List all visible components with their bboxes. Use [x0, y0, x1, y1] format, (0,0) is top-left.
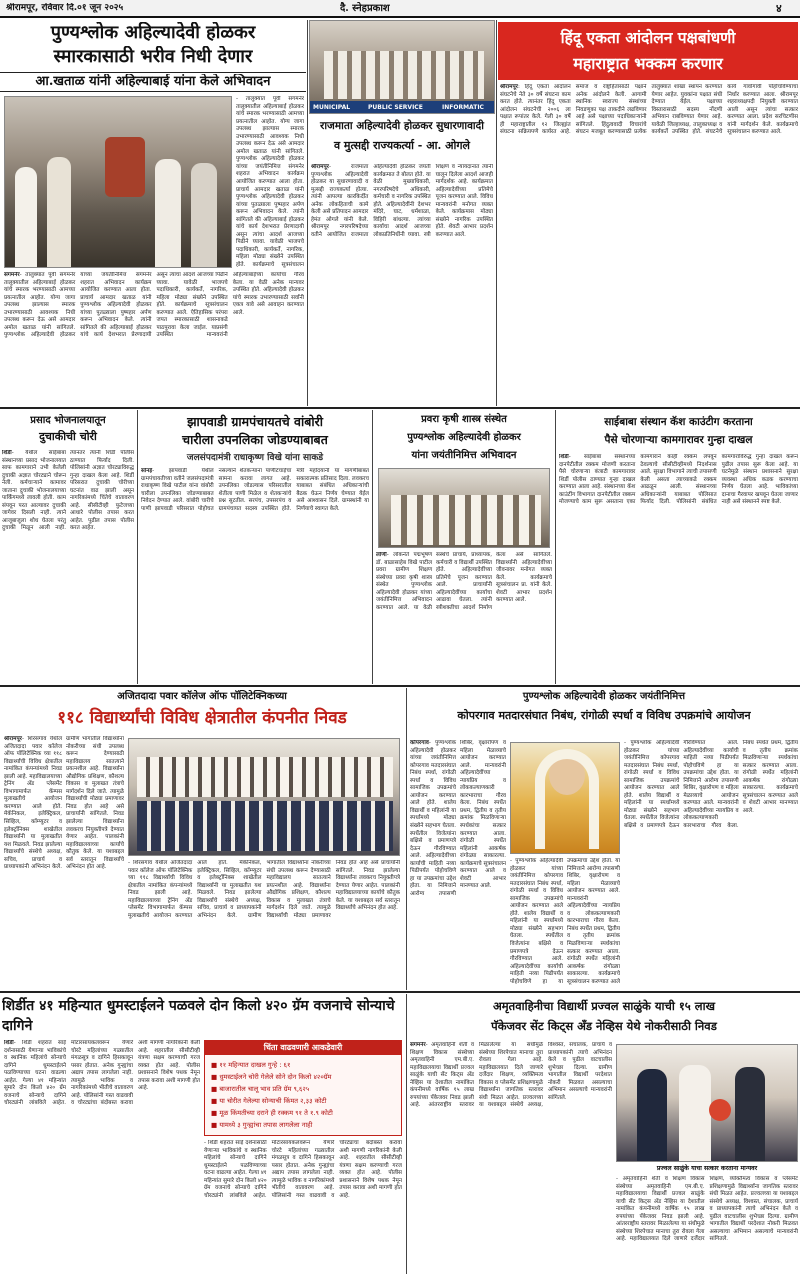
body-s9-text: - पुण्यश्लोक अहिल्यादेवी होळकर यांच्या जयंतीनिमित्त कोपरगाव मतदारसंघात निबंध स्पर्धा, रांगोळी स्पर्धा व विविध सामाजिक उपक्रमांचे आयोजन करण्यात आले होते. शालेय विद्यार्थी व महिलांनी या स्पर्धांमध्ये मोठ्या संख्येने सहभाग घेतला. स्पर्धेतील विजेत्यांना बक्षिसे व प्रमाणपत्रे देऊन गौरविण्यात आले. अहिल्यादेवींच्या कार्याची माहिती नव्या पिढीपर्यंत पोहोचविणे हा या उपक्रमांचा उद्देश होता. या निमित्ताने आरोग्य तपासणी शिबिर, वृक्षारोपण व महिला मेळाव्याचे आयोजन करण्यात आले. मान्यवरांनी अहिल्यादेवींच्या न्यायप्रिय व लोककल्याणकारी कारभाराचा गौरव केला. निबंध स्पर्धेत प्रथम, द्वितीय व तृतीय क्रमांक मिळविणाऱ्या स्पर्धकांचा सत्कार करण्यात आला. रांगोळी स्पर्धेत महिलांनी आकर्षक रांगोळ्या साकारल्या. कार्यक्रमाचे सूत्रसंचालन करण्यात आले व शेवटी आभार मानण्यात आले.: [410, 740, 506, 897]
body-s8-text-b: - शिरसगाव येथील अजितदादा पवार कॉलेज ऑफ पॉलिटेक्निक च्या ११८ विद्यार्थ्यांची विविध क्षेत्रातील नामांकित कंपन्यांमध्ये निवड झाली आहे. महाविद्यालयाच्या ट्रेनिंग अँड प्लेसमेंट विभागामार्फत कॅम्पस मुलाखतीचे आयोजन करण्यात आले होते. मेकॅनिकल, इलेक्ट्रिकल, सिव्हिल, कॉम्प्युटर व इलेक्ट्रॉनिक्स शाखेतील विद्यार्थ्यांनी या मुलाखतीत यश मिळवले. निवड झालेल्या विद्यार्थ्यांचे संस्थेचे अध्यक्ष, सचिव, प्राचार्य व प्राध्यापकांनी अभिनंदन केले. ग्रामीण भागातील विद्यार्थ्यांना नोकरीच्या संधी उपलब्ध करून देण्यासाठी महाविद्यालय सातत्याने प्रयत्नशील आहे. विद्यार्थ्यांना औद्योगिक प्रशिक्षण, कौशल्य विकास व मुलाखत तंत्राचे मार्गदर्शन दिले जाते. त्यामुळे विद्यार्थ्यांची मोठ्या प्रमाणावर निवड होत आहे असे प्राचार्यांनी सांगितले. निवड झालेल्या विद्यार्थ्यांना लवकरच नियुक्तीपत्रे देण्यात येणार आहेत. पालकांनी महाविद्यालयाच्या कार्याचे कौतुक केले. या यशाबद्दल सर्व स्तरातून विद्यार्थ्यांचे अभिनंदन होत आहे.: [128, 860, 400, 919]
headline-s2-1: राजमाता अहिल्यादेवी होळकर सुधारणावादी: [320, 120, 484, 132]
dateline-s5: सोनई: [141, 468, 153, 474]
headline-s5-2: चारीला उपनलिका जोडण्याबाबत: [182, 432, 328, 447]
article-s6: [374, 410, 554, 684]
body-s9-mid: [510, 858, 620, 988]
body-s10-text-b: - शिर्डी शहरात साई दर्शनासाठी येणाऱ्या भाविकांचे व स्थानिक महिलांचे सोन्याचे दागिने धुमस्टाईलने पळविण्याच्या घटना वाढल्या आहेत. गेल्या ४१ महिन्यांत सुमारे दोन किलो ४२० ग्रॅम वजनाचे सोन्याचे दागिने चोरट्यांनी लांबविले आहेत. मोटारसायकलवरून येणारे चोरटे महिलांच्या गळ्यातील मंगळसूत्र व दागिने हिसकावून पसार होतात. अनेक गुन्ह्यांचा अद्याप तपास लागलेला नाही. त्यामुळे भाविक व नागरिकांमध्ये भीतीचे वातावरण आहे. पोलिसांनी गस्त वाढवावी व चोरट्यांचा बंदोबस्त करावा अशी मागणी नागरिकांनी केली आहे. शहरातील सीसीटीव्ही यंत्रणा सक्षम करण्याची गरज व्यक्त होत आहे. पोलीस प्रशासनाने विशेष पथक नेमून तपास करावा अशी मागणी होत आहे.: [204, 1140, 402, 1199]
photo-s2: [309, 20, 495, 114]
photo-s11-person: [735, 1067, 765, 1162]
masthead-bar: [0, 0, 800, 18]
banner-mid: PUBLIC SERVICE: [368, 104, 423, 111]
photo-s11-bouquet: [709, 1099, 731, 1121]
divider: [496, 20, 497, 406]
stats-item-text: मूळ किंमतीच्या दराने ही रक्कम ९१ ते १.९ कोटी: [219, 1109, 333, 1117]
body-s3-text: : हिंदू एकता आंदोलन संघटनेचे नेते ३० वर्षे संघटना काम करत होते. त्यानंतर हिंदू एकता आंदोलन संघटनेची २००६ ला पक्षात रूपांतर केले. गेली ३० वर्षे ही महाराष्ट्रातील १२ जिल्ह्यांत संघटना सक्रियपणे कार्यरत आहे. समाज व राष्ट्रहितासाठी पक्षाने अनेक आंदोलने केली. आगामी स्थानिक स्वराज्य संस्थांच्या निवडणुका पक्ष ताकदीने लढविणार आहे असे पक्षाच्या पदाधिकाऱ्यांनी सांगितले. हिंदुत्ववादी विचारांचे संघटन मजबूत करण्यासाठी प्रत्येक तालुक्यात शाखा स्थापन करण्यात येणार आहेत. युवकांना पक्षात संधी देण्यात येईल. पक्षाच्या विस्तारासाठी सदस्य नोंदणी अभियान राबविण्यात येणार आहे. यावेळी जिल्हाध्यक्ष, तालुकाध्यक्ष व कार्यकर्ते उपस्थित होते. संघटनेचे कार्य गावोगावी पोहोचविण्याचा निर्धार करण्यात आला. श्रीरामपूर शहराध्यक्षपदी नियुक्ती करण्यात आली असून त्यांचा सत्कार करण्यात आला. प्रदेश सरचिटणीस यांनी मार्गदर्शन केले. कार्यक्रमाचे सूत्रसंचालन करण्यात आले.: [500, 84, 798, 136]
dateline-s1: संगमनेर: [4, 272, 20, 278]
dateline-s2: श्रीरामपूर: [311, 164, 329, 170]
stats-item-text: बाजारातील चालू भाव प्रति ग्रॅम ९,६२५: [219, 1085, 310, 1093]
article-s4: [0, 410, 136, 684]
body-s7-text: - साईबाबा संस्थानच्या दानपेटीतील रक्कम मोजणी करताना पैसे चोरणाऱ्या कंत्राटी कामगारावर शिर्डी पोलीस ठाण्यात गुन्हा दाखल करण्यात आला आहे. संस्थानच्या कॅश काउंटींग विभागात दानपेटीतील रक्कम मोजण्याचे काम सुरू असताना एका कामगाराने काही रक्कम लपवून ठेवल्याचे सीसीटीव्हीमध्ये निदर्शनास आले. सुरक्षा विभागाने त्याची तपासणी केली असता त्याच्याकडे रक्कम आढळून आली. संस्थानच्या अधिकाऱ्यांनी याबाबत पोलिसात फिर्याद दिली. पोलिसांनी संबंधित कामगाराविरुद्ध गुन्हा दाखल करून पुढील तपास सुरू केला आहे. या घटनेमुळे संस्थान प्रशासनाने सुरक्षा व्यवस्था अधिक कडक करण्याचा निर्णय घेतला आहे. भाविकांच्या दानाचा गैरवापर खपवून घेतला जाणार नाही असे संस्थानने स्पष्ट केले.: [559, 454, 798, 506]
headline-s11-2: पॅकेजवर सेंट किट्स अँड नेव्हिस येथे नोकरीसाठी निवड: [491, 1019, 717, 1033]
stats-item: [211, 1059, 397, 1071]
headline-s7-1: साईबाबा संस्थान कॅश काउंटीग करताना: [604, 416, 753, 428]
headline-s3-2: महाराष्ट्रात भक्कम करणार: [573, 54, 723, 73]
article-s8: [0, 688, 404, 990]
article-s3: [498, 20, 800, 406]
headline-s1-1: पुण्यश्लोक अहिल्यादेवी होळकर: [50, 22, 256, 43]
page-number: ४: [776, 2, 782, 15]
divider: [372, 410, 373, 684]
body-s10-right: [204, 1140, 402, 1272]
photo-s8: [128, 738, 400, 856]
photo-s1-statue: [105, 137, 145, 197]
body-s11-text-b: - अमृतवाहिनी शेती व शिक्षण विकास संस्थेच्या अमृतवाहिनी एम.बी.ए. महाविद्यालयाचा विद्यार्थी प्रज्वल साळुंके याची सेंट किट्स अँड नेव्हिस या देशातील नामांकित कंपनीमध्ये वार्षिक १५ लाख रुपयांच्या पॅकेजवर निवड झाली आहे. आंतरराष्ट्रीय स्तरावर मिळालेल्या या संधीमुळे संस्थेच्या शिरपेचात मानाचा तुरा रोवला गेला आहे. महाविद्यालयात दिले जाणारे दर्जेदार शिक्षण, व्यक्तिमत्व विकास व प्लेसमेंट प्रशिक्षणामुळे विद्यार्थ्यांना जागतिक स्तरावर संधी मिळत आहेत. प्रज्वलच्या या यशाबद्दल संस्थेचे अध्यक्ष, विश्वस्त, संचालक, प्राचार्य व प्राध्यापकांनी त्याचे अभिनंदन केले व पुढील वाटचालीस शुभेच्छा दिल्या. ग्रामीण भागातील विद्यार्थी परदेशात नोकरी मिळवत असल्याचा अभिमान असल्याचे मान्यवरांनी सांगितले.: [616, 1176, 798, 1243]
body-s4-text: - येथील साईबाबा संस्थानच्या प्रसाद भोजनालयात साफ कामगाराने उभी केलेली दुचाकी अज्ञात चोरट्याने चोरून नेली. कर्मचाऱ्याने कामावर जाताना दुचाकी भोजनालयाच्या पार्किंगमध्ये लावली होती. काम संपवून परत आल्यावर दुचाकी जागेवर दिसली नाही. त्याने आजूबाजूला शोध घेतला परंतु दुचाकी मिळून आली नाही. त्यानंतर त्यांनी शिर्डी पोलीस ठाण्यात फिर्याद दिली. पोलिसांनी अज्ञात चोरट्याविरुद्ध गुन्हा दाखल केला आहे. शिर्डी परिसरात दुचाकी चोरीच्या घटनांत वाढ झाली असून नागरिकांमध्ये चिंतेचे वातावरण आहे. सीसीटीव्ही फुटेजच्या आधारे पोलीस तपास करत आहेत. पुढील तपास पोलीस करत आहेत.: [2, 450, 134, 532]
divider: [406, 688, 407, 990]
headline-s6-1: प्रवरा कृषी शास्त्र संस्थेत: [421, 414, 507, 425]
divider: [307, 20, 308, 406]
body-s1-text-a: - तालुक्यात पूर्वी संगमनेर तालुक्यातील अहिल्याबाई होळकर यांचे स्मारक भरण्यासाठी आमच्या प्रयत्नातील आहोत. योग्य जागा उपलब्ध झाल्यास स्मारक उभारण्यासाठी आवश्यक निधी उपलब्ध करून देऊ असे आमदार अमोल खताळ यांनी सांगितले. पुण्यश्लोक अहिल्यादेवी होळकर यांच्या जयंतीनिमित्त संगमनेर शहरात अभिवादन कार्यक्रम आयोजित करण्यात आला होता. प्राचार्य आमदार खताळ यांनी पुण्यश्लोक अहिल्यादेवी होळकर यांच्या पुतळ्याला पुष्पहार अर्पण करून अभिवादन केले. त्यांनी सांगितले की अहिल्याबाई होळकर यांचे कार्य देशभरात प्रेरणादायी असून त्यांचा आदर्श आजच्या पिढीने घ्यावा. यावेळी भाजपचे पदाधिकारी, कार्यकर्ते, नागरिक, महिला मोठ्या संख्येने उपस्थित होते. कार्यक्रमाचे सूत्रसंचालन: [236, 96, 304, 268]
photo-s8-row: [137, 757, 393, 797]
stats-box-title: चिंता वाढवणारी आकडेवारी: [205, 1041, 401, 1055]
headline-s9: कोपरगाव मतदारसंघात निबंध, रांगोळी स्पर्धा व विविध उपक्रमांचे आयोजन: [457, 709, 751, 722]
dateline-s3: श्रीरामपूर: [500, 84, 518, 90]
bullet-icon: ■: [211, 1121, 220, 1129]
photo-s6-group: [391, 495, 541, 545]
body-s8-text: - शिरसगाव येथील अजितदादा पवार कॉलेज ऑफ पॉलिटेक्निक च्या ११८ विद्यार्थ्यांची विविध क्षेत्रातील नामांकित कंपन्यांमध्ये निवड झाली आहे. महाविद्यालयाच्या ट्रेनिंग अँड प्लेसमेंट विभागामार्फत कॅम्पस मुलाखतीचे आयोजन करण्यात आले होते. मेकॅनिकल, इलेक्ट्रिकल, सिव्हिल, कॉम्प्युटर व इलेक्ट्रॉनिक्स शाखेतील विद्यार्थ्यांनी या मुलाखतीत यश मिळवले. निवड झालेल्या विद्यार्थ्यांचे संस्थेचे अध्यक्ष, सचिव, प्राचार्य व प्राध्यापकांनी अभिनंदन केले. ग्रामीण भागातील विद्यार्थ्यांना नोकरीच्या संधी उपलब्ध करून देण्यासाठी महाविद्यालय सातत्याने प्रयत्नशील आहे. विद्यार्थ्यांना औद्योगिक प्रशिक्षण, कौशल्य विकास व मुलाखत तंत्राचे मार्गदर्शन दिले जाते. त्यामुळे विद्यार्थ्यांची मोठ्या प्रमाणावर निवड होत आहे असे प्राचार्यांनी सांगितले. निवड झालेल्या विद्यार्थ्यांना लवकरच नियुक्तीपत्रे देण्यात येणार आहेत. पालकांनी महाविद्यालयाच्या कार्याचे कौतुक केले. या यशाबद्दल सर्व स्तरातून विद्यार्थ्यांचे अभिनंदन होत आहे.: [4, 736, 124, 871]
divider: [555, 410, 556, 684]
photo-s1-figure: [155, 159, 181, 267]
body-s2-text: - राजमाता पुण्यश्लोक अहिल्यादेवी होळकर या सुधारणावादी व मुत्सद्दी राज्यकर्त्या होत्या. त्यांनी आपल्या कारकिर्दीत अनेक लोकहिताची कामे केली असे प्रतिपादन आमदार हेमंत ओगले यांनी केले. श्रीरामपूर नगरपरिषदेच्या वतीने आयोजित राजमाता अहिल्यादेवी होळकर जयंती कार्यक्रमात ते बोलत होते. या वेळी मुख्याधिकारी, नगरपरिषदेचे अधिकारी, कर्मचारी व नागरिक उपस्थित होते. अहिल्यादेवींनी देशभर मंदिरे, घाट, धर्मशाळा, विहिरी बांधल्या. त्यांच्या कार्याचा आदर्श आजच्या लोकप्रतिनिधींनी घ्यावा. स्त्री शिक्षण व न्यायदानात त्यांनी घालून दिलेला आदर्श आजही मार्गदर्शक आहे. कार्यक्रमात अहिल्यादेवींच्या प्रतिमेचे पूजन करण्यात आले. विविध मान्यवरांनी मनोगत व्यक्त केले. कार्यक्रमास मोठ्या संख्येने नागरिक उपस्थित होते. शेवटी आभार प्रदर्शन करण्यात आले.: [311, 164, 493, 238]
dateline-s6: लोणी: [376, 552, 387, 558]
body-s11-left: [410, 1042, 612, 1272]
headline-s11-1: अमृतवाहिनीचा विद्यार्थी प्रज्वल साळुंके याची १५ लाख: [493, 999, 715, 1013]
body-s4: [2, 450, 134, 682]
body-s9-text-b: - पुण्यश्लोक अहिल्यादेवी होळकर यांच्या जयंतीनिमित्त कोपरगाव मतदारसंघात निबंध स्पर्धा, रांगोळी स्पर्धा व विविध सामाजिक उपक्रमांचे आयोजन करण्यात आले होते. शालेय विद्यार्थी व महिलांनी या स्पर्धांमध्ये मोठ्या संख्येने सहभाग घेतला. स्पर्धेतील विजेत्यांना बक्षिसे व प्रमाणपत्रे देऊन गौरविण्यात आले. अहिल्यादेवींच्या कार्याची माहिती नव्या पिढीपर्यंत पोहोचविणे हा या उपक्रमांचा उद्देश होता. या निमित्ताने आरोग्य तपासणी शिबिर, वृक्षारोपण व महिला मेळाव्याचे आयोजन करण्यात आले. मान्यवरांनी अहिल्यादेवींच्या न्यायप्रिय व लोककल्याणकारी कारभाराचा गौरव केला. निबंध स्पर्धेत प्रथम, द्वितीय व तृतीय क्रमांक मिळविणाऱ्या स्पर्धकांचा सत्कार करण्यात आला. रांगोळी स्पर्धेत महिलांनी आकर्षक रांगोळ्या साकारल्या. कार्यक्रमाचे सूत्रसंचालन करण्यात आले: [510, 858, 620, 985]
banner-right: INFORMATIC: [442, 104, 484, 111]
row-separator: [0, 685, 800, 687]
headline-s7-2: पैसे चोरणाऱ्या कामगारावर गुन्हा दाखल: [604, 434, 753, 446]
headline-s8: ११८ विद्यार्थ्यांची विविध क्षेत्रातील कंपनीत निवड: [57, 708, 347, 728]
dateline-s7: शिर्डी: [559, 454, 569, 460]
body-s5: [141, 468, 369, 682]
body-s11-right: [616, 1176, 798, 1272]
body-s1-right: [236, 96, 304, 268]
article-s7: [557, 410, 800, 684]
body-s8-left: [4, 736, 124, 988]
headline-s6-2: पुण्यश्लोक अहिल्यादेवी होळकर: [407, 432, 521, 443]
stats-list: [211, 1059, 397, 1131]
stats-box: [204, 1040, 402, 1136]
headline-s3-1: हिंदू एकता आंदोलन पक्षबांधणी: [560, 28, 736, 47]
divider: [406, 994, 407, 1274]
photo-s11-person: [679, 1065, 711, 1162]
bullet-icon: ■: [211, 1061, 220, 1069]
portrait-veil: [535, 749, 599, 849]
body-s11-text: - अमृतवाहिनी शेती व शिक्षण विकास संस्थेच्या अमृतवाहिनी एम.बी.ए. महाविद्यालयाचा विद्यार्थी प्रज्वल साळुंके याची सेंट किट्स अँड नेव्हिस या देशातील नामांकित कंपनीमध्ये वार्षिक १५ लाख रुपयांच्या पॅकेजवर निवड झाली आहे. आंतरराष्ट्रीय स्तरावर मिळालेल्या या संधीमुळे संस्थेच्या शिरपेचात मानाचा तुरा रोवला गेला आहे. महाविद्यालयात दिले जाणारे दर्जेदार शिक्षण, व्यक्तिमत्व विकास व प्लेसमेंट प्रशिक्षणामुळे विद्यार्थ्यांना जागतिक स्तरावर संधी मिळत आहेत. प्रज्वलच्या या यशाबद्दल संस्थेचे अध्यक्ष, विश्वस्त, संचालक, प्राचार्य व प्राध्यापकांनी त्याचे अभिनंदन केले व पुढील वाटचालीस शुभेच्छा दिल्या. ग्रामीण भागातील विद्यार्थी परदेशात नोकरी मिळवत असल्याचा अभिमान असल्याचे मान्यवरांनी सांगितले.: [410, 1042, 612, 1109]
body-s8-right: [128, 860, 400, 988]
photo-s8-row: [137, 801, 393, 851]
stats-item: [211, 1119, 397, 1131]
article-s5: [139, 410, 371, 684]
body-s10-text: - शिर्डी शहरात साई दर्शनासाठी येणाऱ्या भाविकांचे व स्थानिक महिलांचे सोन्याचे दागिने धुमस्टाईलने पळविण्याच्या घटना वाढल्या आहेत. गेल्या ४१ महिन्यांत सुमारे दोन किलो ४२० ग्रॅम वजनाचे सोन्याचे दागिने चोरट्यांनी लांबविले आहेत. मोटारसायकलवरून येणारे चोरटे महिलांच्या गळ्यातील मंगळसूत्र व दागिने हिसकावून पसार होतात. अनेक गुन्ह्यांचा अद्याप तपास लागलेला नाही. त्यामुळे भाविक व नागरिकांमध्ये भीतीचे वातावरण आहे. पोलिसांनी गस्त वाढवावी व चोरट्यांचा बंदोबस्त करावा अशी मागणी नागरिकांनी केली आहे. शहरातील सीसीटीव्ही यंत्रणा सक्षम करण्याची गरज व्यक्त होत आहे. पोलीस प्रशासनाने विशेष पथक नेमून तपास करावा अशी मागणी होत आहे.: [4, 1040, 200, 1107]
body-s3: [500, 84, 798, 404]
photo-s1: [4, 96, 232, 268]
article-s1: [0, 20, 306, 406]
dateline-s8: श्रीरामपूर: [4, 736, 22, 742]
dateline-s4: शिर्डी: [2, 450, 12, 456]
article-s2: [309, 20, 495, 406]
dateline-s10: शिर्डी: [4, 1040, 14, 1046]
photo-caption-s11: प्रज्वल साळुंके याचा सत्कार करताना मान्यवर: [656, 1165, 758, 1172]
article-s10: [0, 994, 404, 1274]
stats-item: [211, 1083, 397, 1095]
kicker-s8: अजितदादा पवार कॉलेज ऑफ पॉलिटेक्निकच्या: [117, 691, 287, 702]
row-separator: [0, 407, 800, 409]
body-s9-text-c: - पुण्यश्लोक अहिल्यादेवी होळकर यांच्या जयंतीनिमित्त कोपरगाव मतदारसंघात निबंध स्पर्धा, रांगोळी स्पर्धा व विविध सामाजिक उपक्रमांचे आयोजन करण्यात आले होते. शालेय विद्यार्थी व महिलांनी या स्पर्धांमध्ये मोठ्या संख्येने सहभाग घेतला. स्पर्धेतील विजेत्यांना बक्षिसे व प्रमाणपत्रे देऊन गौरविण्यात आले. अहिल्यादेवींच्या कार्याची माहिती नव्या पिढीपर्यंत पोहोचविणे हा या उपक्रमांचा उद्देश होता. या निमित्ताने आरोग्य तपासणी शिबिर, वृक्षारोपण व महिला मेळाव्याचे आयोजन करण्यात आले. मान्यवरांनी अहिल्यादेवींच्या न्यायप्रिय व लोककल्याणकारी कारभाराचा गौरव केला. निबंध स्पर्धेत प्रथम, द्वितीय व तृतीय क्रमांक मिळविणाऱ्या स्पर्धकांचा सत्कार करण्यात आला. रांगोळी स्पर्धेत महिलांनी आकर्षक रांगोळ्या साकारल्या. कार्यक्रमाचे सूत्रसंचालन करण्यात आले व शेवटी आभार मानण्यात आले.: [624, 740, 798, 830]
body-s9-right: [624, 740, 798, 988]
photo-s1-figure: [47, 157, 71, 267]
stats-item: [211, 1095, 397, 1107]
headline-s10: शिर्डीत ४१ महिन्यात धुमस्टाईलने पळवले दोन किलो ४२० ग्रॅम वजनाचे सोन्याचे दागिने: [2, 998, 395, 1034]
body-s9-left: [410, 740, 506, 988]
bullet-icon: ■: [211, 1073, 220, 1081]
headline-s2-2: व मुत्सद्दी राज्यकर्त्या - आ. ओगले: [333, 139, 471, 152]
portrait-ahilyadevi: [510, 742, 620, 854]
subhead-s1: आ.खताळ यांनी अहिल्याबाई यांना केले अभिवादन: [35, 74, 271, 89]
headline-s4-1: प्रसाद भोजनालयातून: [30, 415, 106, 426]
body-s1-text: - तालुक्यात पूर्वी संगमनेर तालुक्यातील अहिल्याबाई होळकर यांचे स्मारक भरण्यासाठी आमच्या प्रयत्नातील आहोत. योग्य जागा उपलब्ध झाल्यास स्मारक उभारण्यासाठी आवश्यक निधी उपलब्ध करून देऊ असे आमदार अमोल खताळ यांनी सांगितले. पुण्यश्लोक अहिल्यादेवी होळकर यांच्या जयंतीनिमित्त संगमनेर शहरात अभिवादन कार्यक्रम आयोजित करण्यात आला होता. प्राचार्य आमदार खताळ यांनी पुण्यश्लोक अहिल्यादेवी होळकर यांच्या पुतळ्याला पुष्पहार अर्पण करून अभिवादन केले. त्यांनी सांगितले की अहिल्याबाई होळकर यांचे कार्य देशभरात प्रेरणादायी असून त्यांचा आदर्श आजच्या पिढीने घ्यावा. यावेळी भाजपचे पदाधिकारी, कार्यकर्ते, नागरिक, महिला मोठ्या संख्येने उपस्थित होते. कार्यक्रमाचे सूत्रसंचालन करण्यात आले. ऐतिहासिक परंपरा जपत स्मारकासाठी शासनाकडे पाठपुरावा केला जाईल. याप्रसंगी उपस्थित मान्यवरांनी अहिल्याबाईंच्या कार्याचा गौरव केला. या वेळी अनेक मान्यवर उपस्थित होते. अहिल्यादेवी होळकर यांचे स्मारक उभारण्यासाठी सर्वांनी एकत्र यावे असे आवाहन करण्यात आले.: [4, 272, 304, 339]
photo-s11: [616, 1044, 798, 1162]
body-s1: [4, 272, 304, 404]
masthead-title: दै. स्नेहप्रकाश: [340, 3, 390, 14]
headline-s4-2: दुचाकीची चोरी: [39, 430, 97, 443]
photo-s11-person: [637, 1069, 667, 1162]
body-s6: [376, 552, 552, 682]
dateline-s11: संगमनेर: [410, 1042, 426, 1048]
headline-s5-1: झापवाडी ग्रामपंचायतचे वांबोरी: [187, 414, 323, 429]
bullet-icon: ■: [211, 1097, 220, 1105]
body-s2: [311, 164, 493, 404]
article-s9: [408, 688, 800, 990]
banner-left: MUNICIPAL: [313, 104, 351, 111]
photo-s2-group: [324, 51, 484, 99]
bullet-icon: ■: [211, 1085, 220, 1093]
photo-s6: [378, 468, 550, 548]
masthead-date: श्रीरामपूर, रविवार दि.०१ जून २०२५: [6, 3, 124, 13]
subhead-s5: जलसंपदामंत्री राधाकृष्ण विखे यांना साकडे: [186, 453, 324, 463]
stats-item-text: यामध्ये ३ गुन्ह्यांचा तपास लागलेला नाही: [219, 1121, 313, 1129]
stats-item-text: या चोरीत गेलेल्या सोन्याची किंमत २,३३ कोटी: [219, 1097, 327, 1105]
stats-item-text: ११ महिन्यात दाखल गुन्हे : ६१: [219, 1061, 291, 1069]
photo-s1-figure: [15, 167, 37, 267]
bullet-icon: ■: [211, 1109, 220, 1117]
row-separator: [0, 991, 800, 993]
article-s11: [408, 994, 800, 1274]
stats-item: [211, 1107, 397, 1119]
body-s10-left: [4, 1040, 200, 1272]
dateline-s9: कोपरगाव: [410, 740, 429, 746]
headline-s6-3: यांना जयंतीनिमित्त अभिवादन: [411, 450, 517, 461]
photo-s1-figure: [191, 163, 217, 267]
stats-item: [211, 1071, 397, 1083]
divider: [137, 410, 138, 684]
stats-item-text: धुमस्टाईलने चोरी गेलेले सोने दोन किलो ४२०ग्रॅम: [219, 1073, 332, 1081]
body-s7: [559, 454, 798, 682]
headline-s1-2: स्मारकासाठी भरीव निधी देणार: [53, 46, 253, 67]
body-s6-text: - लोकनेते पद्मभूषण डॉ. बाळासाहेब विखे पाटील प्रवरा ग्रामीण शिक्षण संस्थेच्या प्रवरा कृषी शास्त्र संस्थेत पुण्यश्लोक अहिल्यादेवी होळकर यांच्या जयंतीनिमित्त अभिवादन करण्यात आले. या वेळी संस्थेचे प्राचार्य, प्राध्यापक, कर्मचारी व विद्यार्थी उपस्थित होते. अहिल्यादेवींच्या प्रतिमेचे पूजन करण्यात आले. प्राचार्यांनी अहिल्यादेवींच्या कार्याचा आढावा घेतला. त्यांनी स्त्रीशक्तीचा आदर्श निर्माण केला असे सांगितले. विद्यार्थ्यांनी अहिल्यादेवींच्या जीवनावर मनोगत व्यक्त केले. कार्यक्रमाचे सूत्रसंचालन प्रा. यांनी केले. शेवटी आभार प्रदर्शन करण्यात आले.: [376, 552, 552, 611]
kicker-s9: पुण्यश्लोक अहिल्यादेवी होळकर जयंतीनिमित्त: [522, 691, 686, 702]
body-s5-text: - झापवाडी येथील ग्रामपंचायतीच्या वतीने जलसंपदामंत्री राधाकृष्ण विखे पाटील यांना वांबोरी चारीला उपनलिका जोडण्याबाबत निवेदन देण्यात आले. वांबोरी चारीचे पाणी झापवाडी परिसरात पोहोचत नसल्याने शेतकऱ्यांना पाणीटंचाईचा सामना करावा लागत आहे. उपनलिका जोडल्यास परिसरातील शेतीला पाणी मिळेल व शेतकऱ्यांचे प्रश्न सुटतील. सरपंच, उपसरपंच व ग्रामपंचायत सदस्य उपस्थित होते. मंत्री महोदयांनी या मागणीबाबत सकारात्मक प्रतिसाद दिला. लवकरच याबाबत संबंधित अधिकाऱ्यांची बैठक घेऊन निर्णय घेण्यात येईल असे आश्वासन दिले. ग्रामस्थांनी या निर्णयाचे स्वागत केले.: [141, 468, 369, 512]
